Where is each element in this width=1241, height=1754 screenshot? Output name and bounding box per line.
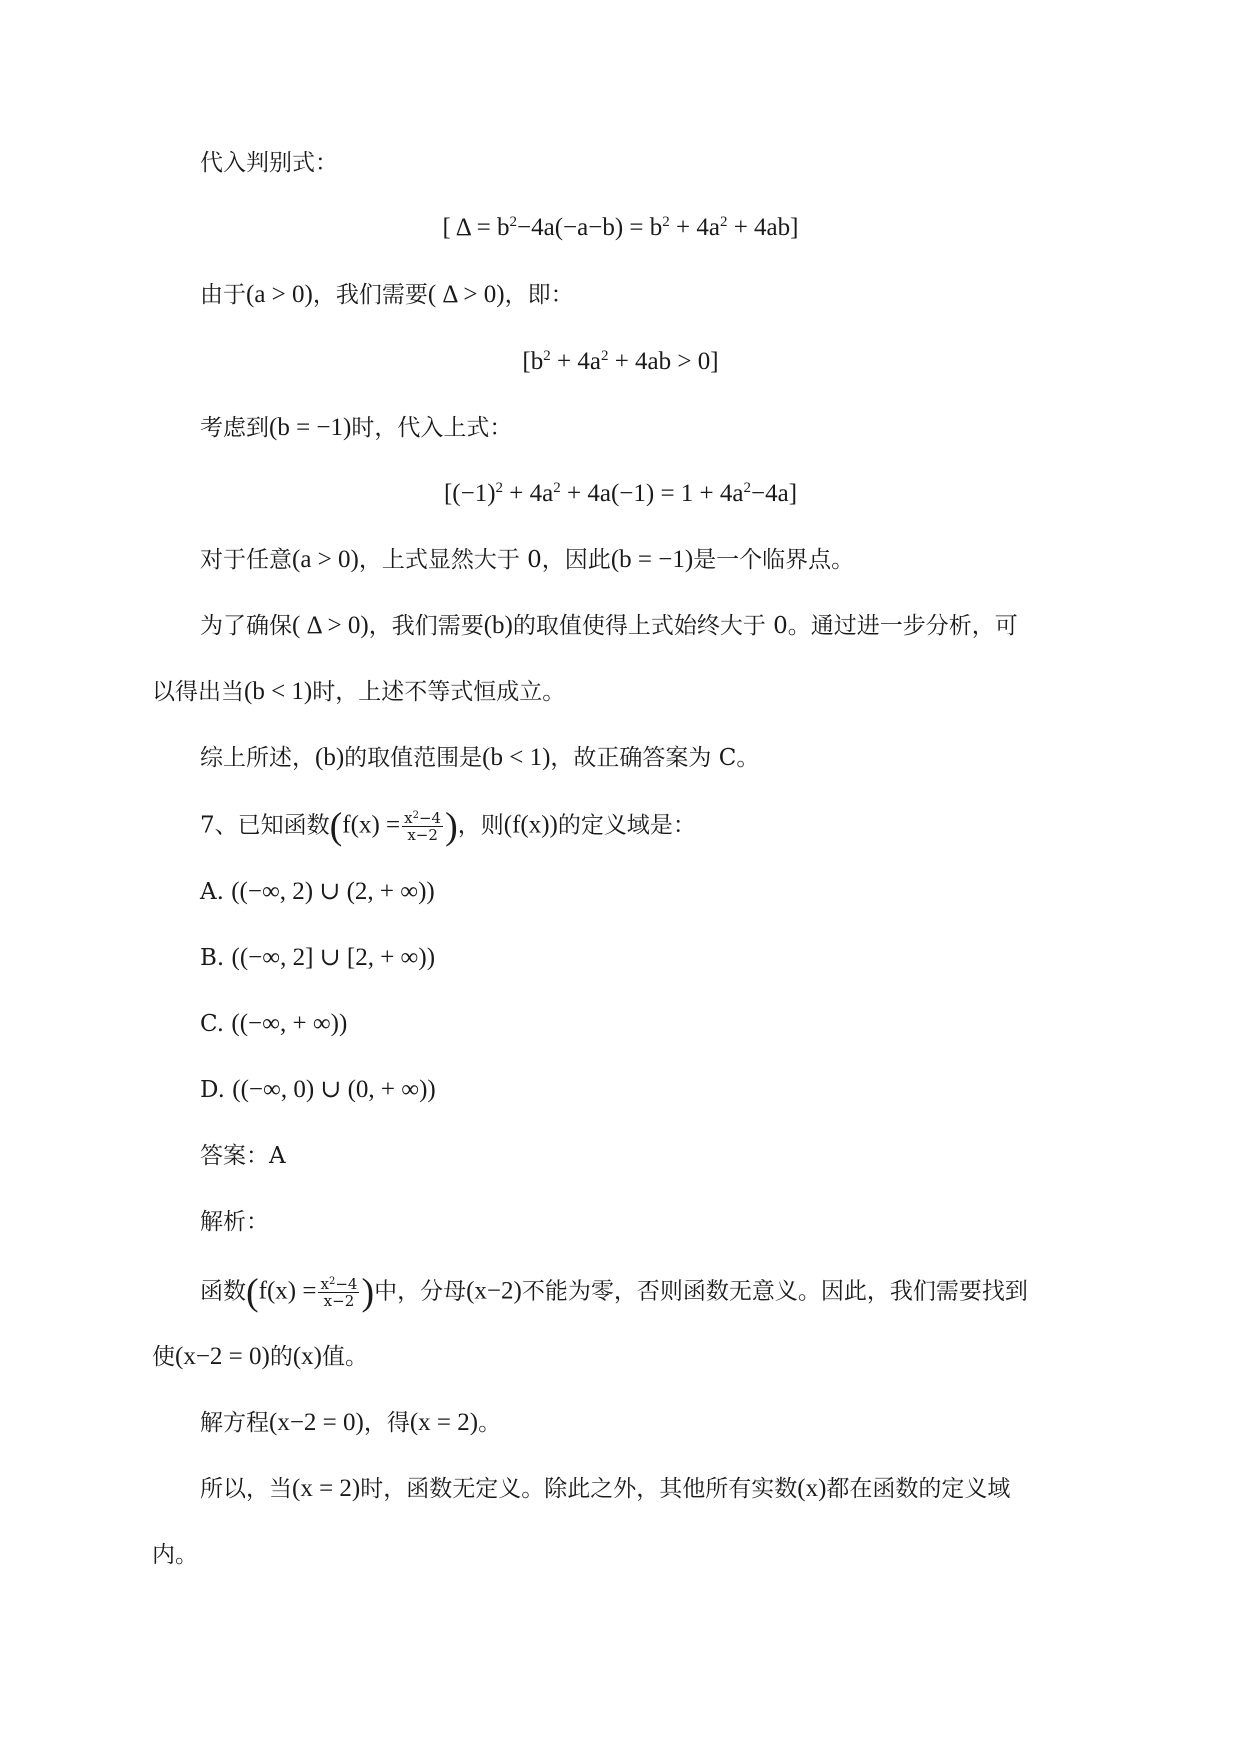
equation-inequality: $[b^2 + 4a^2 + 4ab > 0]$ [522,348,719,375]
text-line: 使(x−2 = 0)的(x)值。 [152,1343,369,1370]
text-line: 综上所述，(b)的取值范围是(b < 1)，故正确答案为 C。 [200,744,760,771]
text-line: 为了确保( Δ > 0)，我们需要(b)的取值使得上式始终大于 0。通过进一步分析，可 [200,612,1018,639]
analysis-heading [200,1207,269,1237]
equation-substitution: $[(-1)^2 + 4a^2 + 4a(-1) = 1 + 4a^2-4a]$ [443,480,798,507]
option-c: C. ((−∞, + ∞)) [200,1010,348,1037]
text-l17: 解析： [200,1209,269,1235]
text-line: 以得出当(b < 1)时，上述不等式恒成立。 [152,678,566,705]
text-line [200,148,338,178]
text-line: 函数(f(x) = $\frac{x^2-4}{x-2}$ )中，分母(x−2)不能为零，否则函数无意义。因此，我们需要找到 [200,1271,1028,1314]
option-a: A. ((−∞, 2) ∪ (2, + ∞)) [200,878,435,905]
option-b: B. ((−∞, 2] ∪ [2, + ∞)) [200,944,436,971]
option-d: D. ((−∞, 0) ∪ (0, + ∞)) [200,1076,436,1103]
text-line: 由于(a > 0)，我们需要( Δ > 0)，即： [200,281,574,308]
answer-line [200,1141,286,1171]
text-line: 所以，当(x = 2)时，函数无定义。除此之外，其他所有实数(x)都在函数的定义域 [200,1475,1011,1502]
question-7: 7、已知函数(f(x) = $\frac{x^2-4}{x-2}$ )，则(f(x))的定义域是： [200,805,696,848]
text-line: 考虑到(b = −1)时，代入上式： [200,414,513,441]
text-l22: 内。 [152,1542,198,1568]
text-l1: 代入判别式： [200,150,338,176]
text-line: 解方程(x−2 = 0)，得(x = 2)。 [200,1409,502,1436]
text-l16: 答案：A [200,1143,286,1169]
text-line: 对于任意(a > 0)，上式显然大于 0，因此(b = −1)是一个临界点。 [200,546,855,573]
text-line [152,1540,198,1570]
equation-discriminant: [ $\Delta = b^2-4a(-a-b) = b^2 + 4a^2 + 4ab$] [442,214,799,241]
